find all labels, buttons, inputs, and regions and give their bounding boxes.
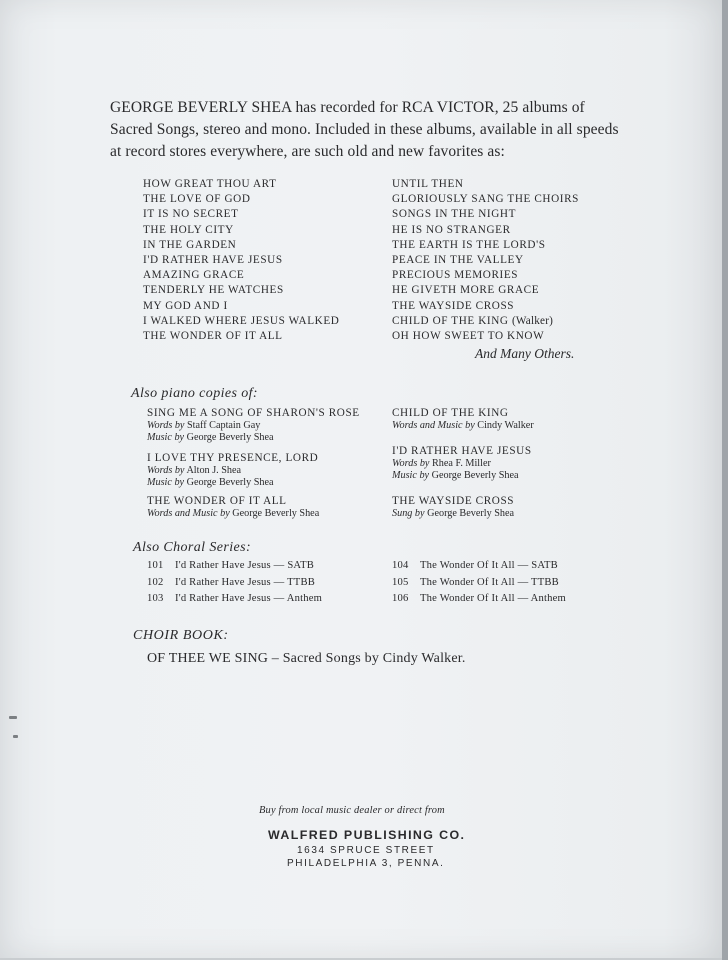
choral-title: I'd Rather Have Jesus — SATB: [175, 560, 315, 571]
piano-credit: [147, 432, 360, 444]
choral-title: The Wonder Of It All — Anthem: [420, 593, 566, 604]
publisher-street: 1634 SPRUCE STREET: [297, 845, 435, 856]
song-item: THE HOLY CITY: [143, 223, 234, 236]
song-title: CHILD OF THE KING: [392, 314, 509, 327]
choral-title: I'd Rather Have Jesus — Anthem: [175, 593, 323, 604]
choral-item: [392, 558, 566, 575]
songs-left-list: [143, 177, 339, 344]
choral-number: 105: [392, 576, 409, 588]
choir-book-text: OF THEE WE SING – Sacred Songs by Cindy Walker.: [147, 651, 466, 666]
choral-number: 101: [147, 560, 164, 571]
piano-title: I LOVE THY PRESENCE, LORD: [147, 452, 319, 464]
choral-title: The Wonder Of It All — SATB: [420, 560, 558, 571]
many-others-text: And Many Others.: [475, 346, 575, 361]
intro-line: at record stores everywhere, are such old and new favorites as:: [110, 143, 505, 160]
choral-number: 104: [392, 560, 409, 571]
song-item: HOW GREAT THOU ART: [143, 178, 277, 190]
piano-title: CHILD OF THE KING: [392, 407, 509, 419]
piano-credit: [392, 508, 514, 520]
piano-item: [392, 495, 514, 520]
piano-item: [147, 495, 319, 520]
song-item: I WALKED WHERE JESUS WALKED: [143, 314, 340, 327]
credit-name: George Beverly Shea: [186, 477, 274, 489]
publisher-name: WALFRED PUBLISHING CO.: [268, 828, 466, 842]
credit-label: Music by: [147, 432, 185, 444]
song-item: AMAZING GRACE: [143, 269, 245, 282]
intro-line: GEORGE BEVERLY SHEA has recorded for RCA VICTOR, 25 albums of: [110, 99, 585, 116]
piano-credit: [147, 465, 318, 477]
piano-credit: [392, 420, 534, 432]
piano-credit: [147, 508, 319, 520]
song-item: THE LOVE OF GOD: [143, 193, 251, 206]
credit-name: Staff Captain Gay: [187, 420, 261, 431]
song-author-suffix: (Walker): [512, 314, 554, 327]
song-item: THE WAYSIDE CROSS: [392, 299, 515, 312]
credit-name: George Beverly Shea: [427, 508, 515, 519]
piano-credit: [147, 420, 360, 432]
song-item: PRECIOUS MEMORIES: [392, 269, 519, 282]
choral-item: [147, 591, 322, 608]
piano-title: THE WONDER OF IT ALL: [147, 495, 287, 507]
choral-number: 106: [392, 593, 409, 604]
song-item: HE GIVETH MORE GRACE: [392, 284, 540, 297]
publisher-city: PHILADELPHIA 3, PENNA.: [287, 858, 445, 869]
songs-right-list: [392, 177, 579, 344]
credit-name: Cindy Walker: [477, 420, 534, 431]
song-item: THE WONDER OF IT ALL: [143, 330, 283, 343]
song-item: HE IS NO STRANGER: [392, 223, 511, 236]
intro-paragraph: [110, 97, 650, 163]
choral-item: [147, 575, 322, 592]
piano-heading: Also piano copies of:: [131, 386, 258, 401]
margin-mark: [9, 716, 17, 719]
piano-credit: [147, 477, 318, 489]
credit-label: Words and Music by: [392, 420, 475, 431]
song-item: I'D RATHER HAVE JESUS: [143, 254, 283, 267]
choral-number: 102: [147, 576, 164, 588]
choral-item: [147, 558, 322, 575]
intro-line: Sacred Songs, stereo and mono. Included in these albums, available in all speeds: [110, 121, 619, 138]
choral-list-right: [392, 558, 566, 608]
song-item: OH HOW SWEET TO KNOW: [392, 330, 545, 343]
song-item: TENDERLY HE WATCHES: [143, 284, 284, 297]
choral-item: [392, 591, 566, 608]
choral-item: [392, 575, 566, 592]
song-item: [392, 314, 579, 329]
piano-title: I'D RATHER HAVE JESUS: [392, 445, 532, 457]
choral-title: The Wonder Of It All — TTBB: [420, 576, 559, 588]
song-item: MY GOD AND I: [143, 299, 228, 312]
piano-item: [392, 407, 534, 432]
credit-label: Words by: [147, 465, 185, 476]
credit-name: Alton J. Shea: [186, 465, 242, 476]
piano-credit: [392, 458, 532, 470]
choir-book-heading: CHOIR BOOK:: [133, 628, 229, 643]
credit-label: Music by: [392, 470, 430, 482]
song-item: GLORIOUSLY SANG THE CHOIRS: [392, 193, 579, 206]
piano-credit: [392, 470, 532, 482]
choral-list-left: [147, 558, 322, 608]
choral-title: I'd Rather Have Jesus — TTBB: [175, 576, 316, 588]
credit-label: Words and Music by: [147, 508, 230, 519]
margin-mark: [13, 735, 18, 738]
piano-item: [147, 407, 360, 445]
page-edge: [722, 0, 728, 960]
song-item: UNTIL THEN: [392, 178, 464, 190]
piano-title: SING ME A SONG OF SHARON'S ROSE: [147, 407, 360, 419]
song-item: PEACE IN THE VALLEY: [392, 254, 524, 267]
credit-name: George Beverly Shea: [186, 432, 274, 444]
piano-item: [147, 452, 318, 490]
piano-item: [392, 445, 532, 483]
buy-note: Buy from local music dealer or direct from: [259, 805, 445, 816]
song-item: IN THE GARDEN: [143, 238, 237, 251]
credit-name: Rhea F. Miller: [432, 458, 491, 469]
credit-label: Music by: [147, 477, 185, 489]
song-item: THE EARTH IS THE LORD'S: [392, 238, 546, 251]
song-item: IT IS NO SECRET: [143, 208, 239, 221]
choral-number: 103: [147, 593, 164, 604]
song-item: SONGS IN THE NIGHT: [392, 208, 517, 221]
credit-label: Sung by: [392, 508, 425, 519]
choral-heading: Also Choral Series:: [133, 540, 252, 555]
credit-name: George Beverly Shea: [232, 508, 320, 519]
credit-name: George Beverly Shea: [431, 470, 519, 482]
credit-label: Words by: [147, 420, 185, 431]
credit-label: Words by: [392, 458, 430, 469]
piano-title: THE WAYSIDE CROSS: [392, 495, 515, 507]
